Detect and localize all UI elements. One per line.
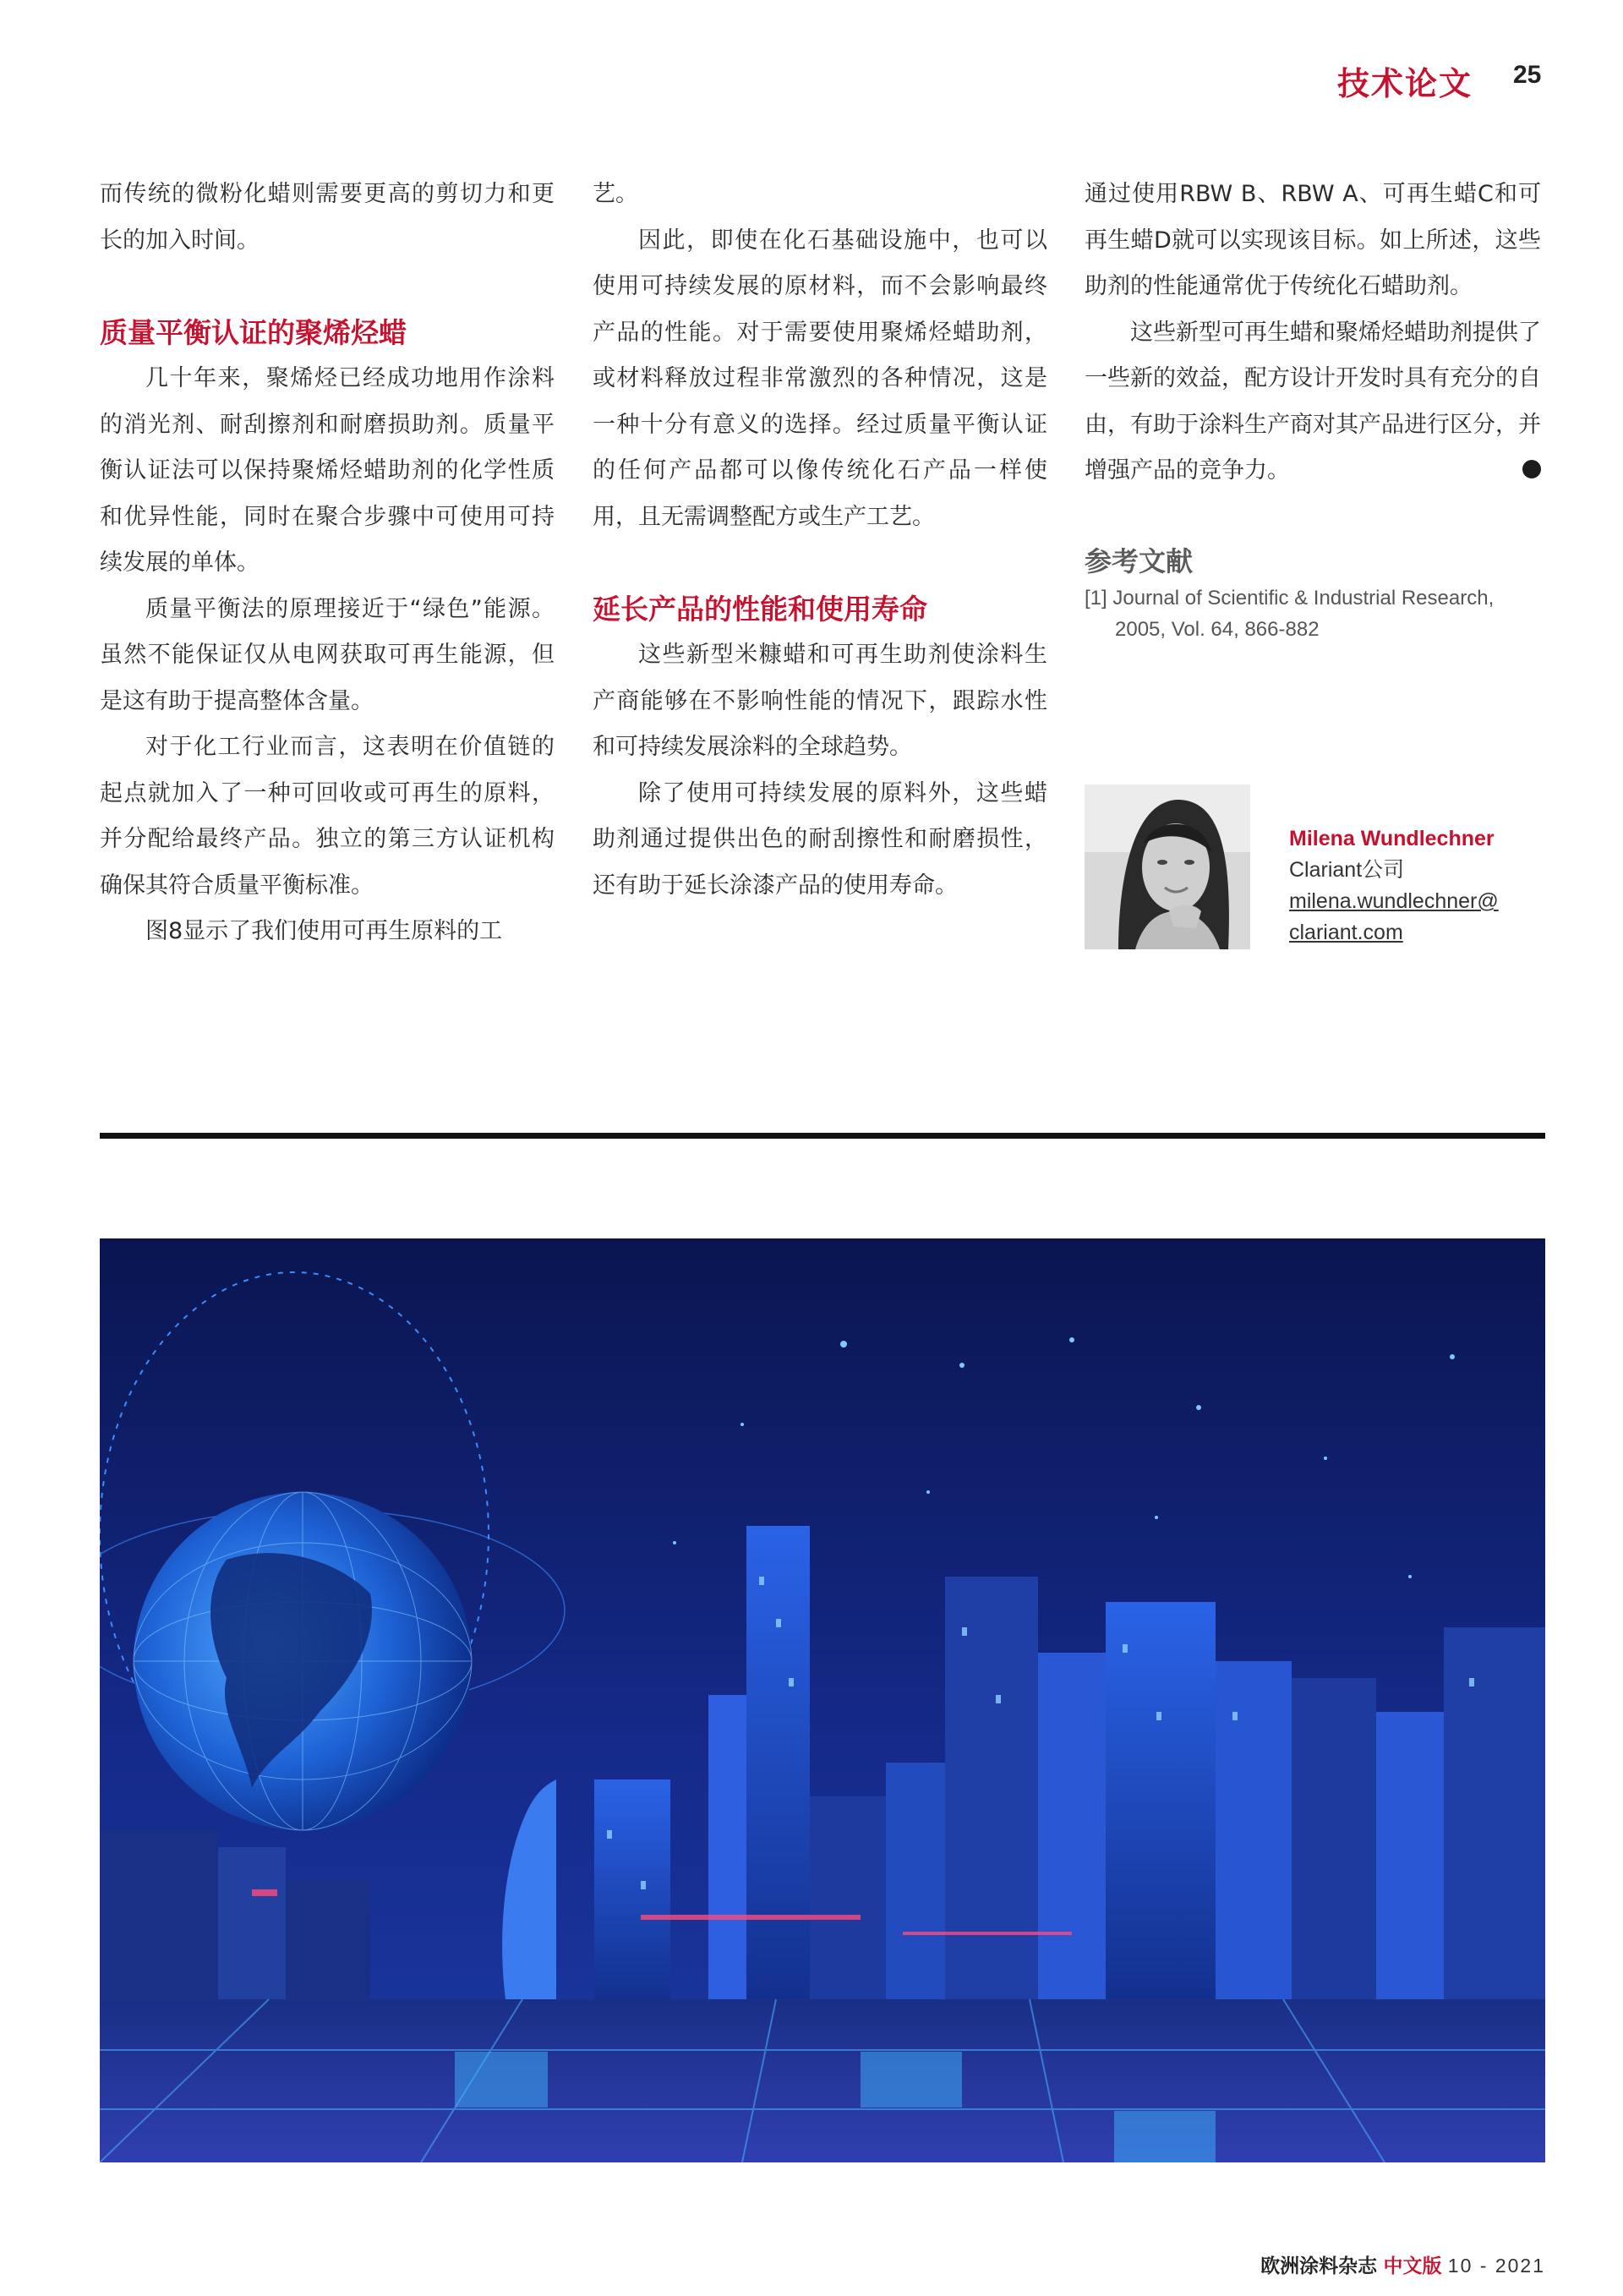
author-email-line[interactable]: milena.wundlechner@ — [1289, 889, 1499, 913]
author-company: Clariant公司 — [1289, 858, 1405, 882]
text-column-3 — [1085, 172, 1580, 645]
author-photo — [1085, 784, 1250, 949]
text-column-1 — [100, 172, 555, 955]
edition-label: 中文版 — [1383, 2255, 1442, 2277]
paragraph: 几十年来，聚烯烃已经成功地用作涂料的消光剂、耐刮擦剂和耐磨损助剂。质量平衡认证法可以保持聚烯烃蜡助剂的化学性质和优异性能，同时在聚合步骤中可使用可持续发展的单体。 — [100, 365, 555, 576]
issue-number: 10 - 2021 — [1447, 2255, 1545, 2277]
paragraph: 对于化工行业而言，这表明在价值链的起点就加入了一种可回收或可再生的原料，并分配给最终产品。独立的第三方认证机构确保其符合质量平衡标准。 — [100, 734, 555, 899]
page-footer — [1209, 2250, 1545, 2278]
paragraph: 除了使用可持续发展的原料外，这些蜡助剂通过提供出色的耐刮擦性和耐磨损性，还有助于延长涂漆产品的使用寿命。 — [593, 779, 1047, 899]
paragraph — [1085, 310, 1580, 495]
section-divider — [100, 1133, 1545, 1139]
reference-line: 2005, Vol. 64, 866-882 — [1115, 618, 1320, 641]
author-portrait-icon — [1085, 784, 1250, 949]
paragraph: 通过使用RBW B、RBW A、可再生蜡C和可再生蜡D就可以实现该目标。如上所述，这些助剂的性能通常优于传统化石蜡助剂。 — [1085, 181, 1541, 299]
reference-item — [1085, 582, 1541, 645]
page-number: 25 — [1513, 61, 1542, 89]
paragraph: 质量平衡法的原理接近于“绿色”能源。虽然不能保证仅从电网获取可再生能源，但是这有助于提高整体含量。 — [100, 595, 555, 714]
paragraph: 这些新型米糠蜡和可再生助剂使涂料生产商能够在不影响性能的情况下，跟踪水性和可持续发展涂料的全球趋势。 — [593, 642, 1047, 760]
paragraph: 图8显示了我们使用可再生原料的工 — [145, 918, 503, 944]
paragraph: 因此，即使在化石基础设施中，也可以使用可持续发展的原材料，而不会影响最终产品的性能。对于需要使用聚烯烃蜡助剂，或材料释放过程非常激烈的各种情况，这是一种十分有意义的选择。经过质量平衡认证的任何产品都可以像传统化石产品一样使用，且无需调整配方或生产工艺。 — [593, 227, 1047, 530]
section-heading: 质量平衡认证的聚烯烃蜡 — [100, 315, 407, 349]
city-globe-illustration — [100, 1238, 1545, 2162]
author-name: Milena Wundlechner — [1289, 827, 1495, 850]
section-title: 技术论文 — [1337, 65, 1473, 102]
article-end-icon: ❮ — [1522, 460, 1541, 478]
paragraph: 艺。 — [593, 181, 638, 207]
paragraph-text: 这些新型可再生蜡和聚烯烃蜡助剂提供了一些新的效益，配方设计开发时具有充分的自由，有助于涂料生产商对其产品进行区分，并增强产品的竞争力。 — [1085, 319, 1541, 484]
city-skyline-illustration — [100, 1238, 1545, 2162]
author-block — [1085, 784, 1541, 949]
text-column-2 — [593, 172, 1047, 909]
magazine-name: 欧洲涂料杂志 — [1260, 2255, 1378, 2277]
author-email-line[interactable]: clariant.com — [1289, 921, 1403, 944]
references-heading: 参考文献 — [1085, 545, 1194, 577]
reference-line: [1] Journal of Scientific & Industrial Research, — [1085, 587, 1495, 610]
paragraph: 而传统的微粉化蜡则需要更高的剪切力和更长的加入时间。 — [100, 181, 555, 254]
section-heading: 延长产品的性能和使用寿命 — [593, 592, 927, 626]
author-details — [1289, 823, 1499, 948]
